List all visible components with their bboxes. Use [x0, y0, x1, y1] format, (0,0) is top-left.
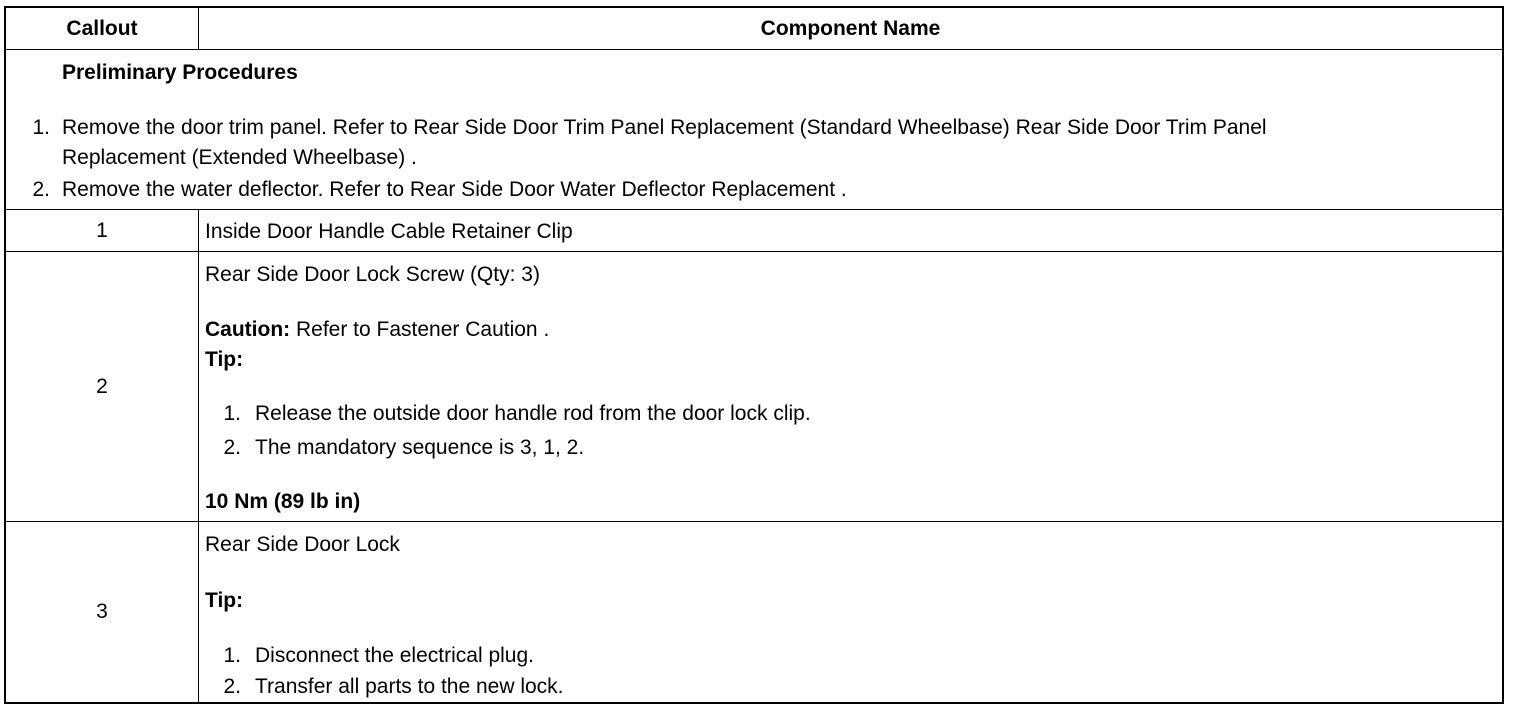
prelim-step-2-text: Remove the water deflector. Refer to Rear Side Door Water Deflector Replacement . — [62, 178, 847, 201]
callout-header: Callout — [6, 8, 199, 49]
tip-label: Tip: — [205, 589, 244, 612]
prelim-step-1-line1: Remove the door trim panel. Refer to Rear Side Door Trim Panel Replacement (Standard Wheelbase) Rear Side Door Trim Panel — [62, 116, 1267, 139]
caution-line — [205, 318, 549, 342]
callout-cell: 2 — [6, 252, 199, 521]
tip-1-text: Release the outside door handle rod from the door lock clip. — [255, 402, 811, 425]
component-name-header: Component Name — [760, 16, 941, 40]
tip-2-number: 2. — [223, 436, 241, 459]
torque-spec: 10 Nm (89 lb in) — [205, 490, 361, 513]
tip-2-number: 2. — [223, 675, 241, 698]
preliminary-title: Preliminary Procedures — [62, 61, 298, 84]
callout-cell: 3 — [6, 522, 199, 702]
callout-cell: 1 — [6, 210, 199, 251]
prelim-step-2-number: 2. — [32, 178, 50, 201]
tip-2-text: Transfer all parts to the new lock. — [255, 675, 564, 698]
caution-text: Refer to Fastener Caution . — [290, 318, 550, 341]
tip-label: Tip: — [205, 348, 244, 371]
caution-label: Caution: — [205, 318, 291, 341]
prelim-step-1-line2: Replacement (Extended Wheelbase) . — [62, 146, 417, 169]
procedure-table — [4, 6, 1504, 704]
table-row — [6, 522, 1502, 702]
component-name: Inside Door Handle Cable Retainer Clip — [205, 220, 573, 243]
tip-1-number: 1. — [223, 644, 241, 667]
component-cell — [199, 522, 1502, 702]
prelim-step-1-number: 1. — [32, 116, 50, 139]
tip-1-text: Disconnect the electrical plug. — [255, 644, 534, 667]
table-row — [6, 252, 1502, 522]
table-row — [6, 210, 1502, 252]
table-header-row — [6, 8, 1502, 50]
component-name: Rear Side Door Lock Screw (Qty: 3) — [205, 263, 540, 286]
component-cell — [199, 252, 1502, 521]
component-name: Rear Side Door Lock — [205, 533, 400, 556]
tip-2-text: The mandatory sequence is 3, 1, 2. — [255, 436, 585, 459]
component-cell — [199, 210, 1502, 251]
preliminary-procedures-row — [6, 50, 1502, 210]
tip-1-number: 1. — [223, 402, 241, 425]
